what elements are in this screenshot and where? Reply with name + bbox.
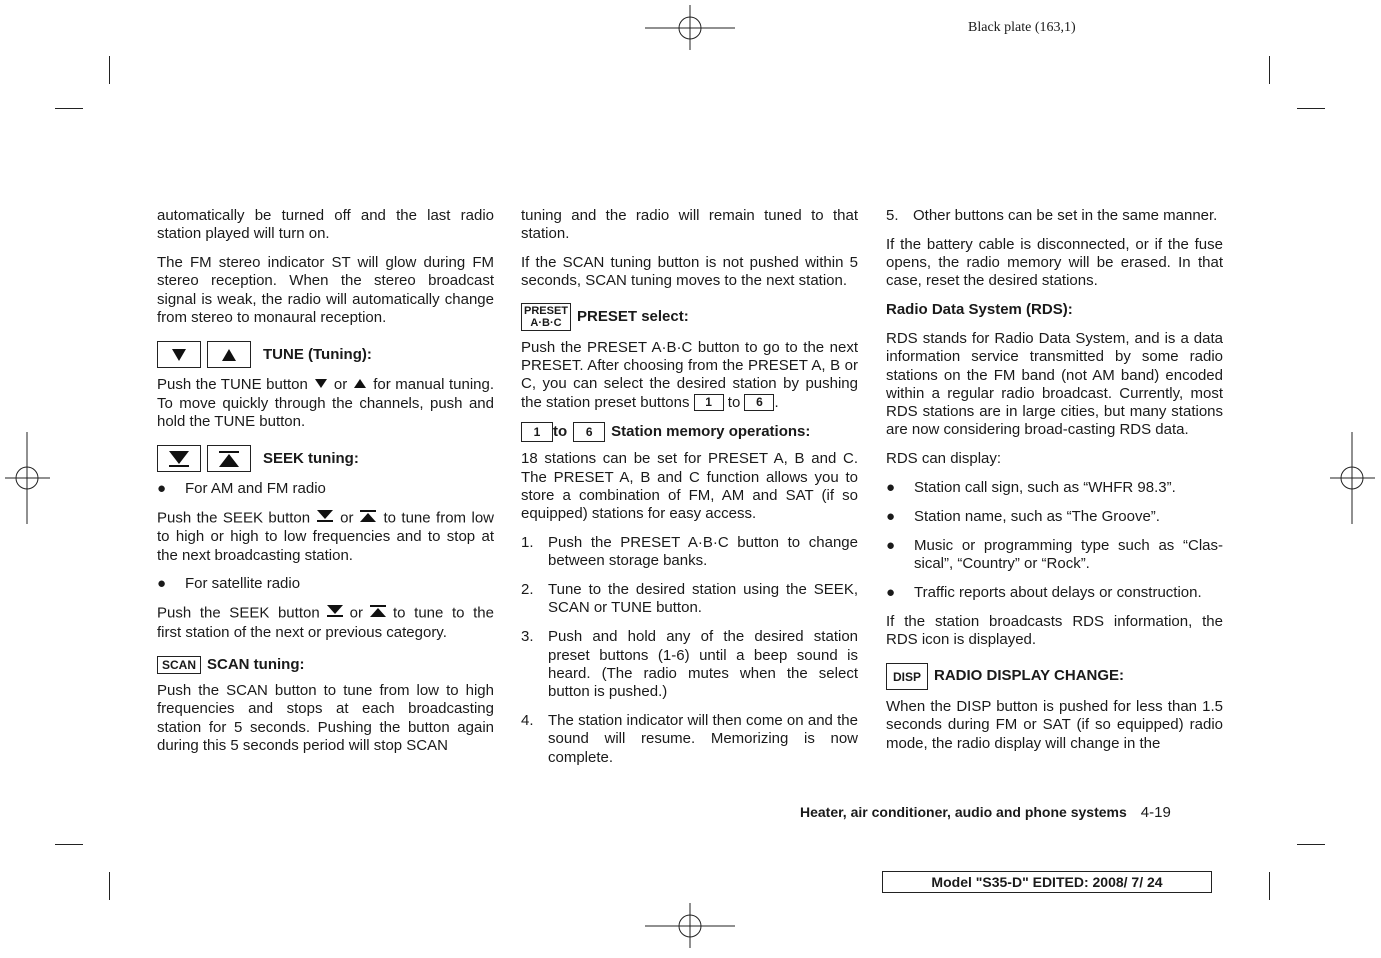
bullet-item: ● Station call sign, such as “WHFR 98.3”.	[886, 479, 1176, 497]
crop-mark	[1269, 872, 1270, 900]
seek-down-icon	[316, 509, 334, 528]
seek-am-paragraph: Push the SEEK button or to tune from low to high or high to low frequencies and to stop at the next broadcasting station.	[157, 509, 494, 564]
plate-label: Black plate (163,1)	[968, 20, 1076, 35]
seek-up-icon	[369, 604, 387, 623]
seek-up-button-icon	[207, 445, 251, 472]
model-stamp: Model "S35-D" EDITED: 2008/ 7/ 24	[882, 871, 1212, 893]
list-item: 3. Push and hold any of the desired station preset buttons (1-6) until a beep sound is heard. (The radio mutes when the select button is pushed.)	[521, 628, 858, 701]
preset-paragraph: Push the PRESET A·B·C button to go to the next PRESET. After choosing from the PRESET A, B or C, you can select the desired station by pushing the station preset buttons 1 to 6 .	[521, 338, 858, 411]
crop-mark	[109, 872, 110, 900]
page-footer	[800, 804, 1171, 821]
preset-button-6-icon: 6	[744, 394, 774, 411]
disp-heading-row	[886, 663, 1223, 690]
scan-heading-row	[157, 656, 494, 674]
registration-mark-right	[1325, 432, 1380, 524]
tune-heading-row	[157, 341, 494, 368]
tune-down-button-icon	[157, 341, 201, 368]
tune-down-icon	[314, 376, 328, 394]
list-item: 4. The station indicator will then come on and the sound will resume. Memorizing is now complete.	[521, 711, 858, 766]
memory-paragraph: 18 stations can be set for PRESET A, B and C. The PRESET A, B and C function allows you to store a combination of FM, AM and SAT (if so equipped) stations for easy access.	[521, 450, 858, 523]
crop-mark	[55, 108, 83, 109]
section-title: Heater, air conditioner, audio and phone systems	[800, 804, 1127, 820]
memory-button-1-icon: 1	[521, 422, 553, 442]
page-number: 4-19	[1140, 804, 1171, 821]
paragraph: automatically be turned off and the last radio station played will turn on.	[157, 207, 494, 243]
disp-button-icon: DISP	[886, 663, 928, 690]
seek-heading-row	[157, 445, 494, 472]
tune-paragraph: Push the TUNE button or for manual tuning. To move quickly through the channels, push and hold the TUNE button.	[157, 376, 494, 430]
column-2	[521, 207, 858, 777]
disp-heading: RADIO DISPLAY CHANGE:	[934, 667, 1125, 685]
scan-paragraph: Push the SCAN button to tune from low to high frequencies and stops at each broadcasting station for 5 seconds. Pushing the button again during this 5 seconds period will stop SCAN	[157, 682, 494, 755]
tune-heading: TUNE (Tuning):	[263, 345, 372, 363]
seek-up-icon	[359, 509, 377, 528]
memory-heading-row: 1 to 6 Station memory operations:	[521, 422, 858, 442]
bullet-item: ● Music or programming type such as “Clas-sical”, “Country” or “Rock”.	[886, 536, 1223, 572]
bullet-item: ● Station name, such as “The Groove”.	[886, 507, 1160, 525]
registration-mark-bottom	[645, 898, 735, 958]
crop-mark	[1297, 844, 1325, 845]
registration-mark-left	[0, 432, 55, 524]
scan-heading: SCAN tuning:	[207, 655, 305, 673]
seek-down-icon	[326, 604, 344, 623]
paragraph: If the SCAN tuning button is not pushed within 5 seconds, SCAN tuning moves to the next station.	[521, 254, 858, 290]
list-item: 1. Push the PRESET A·B·C button to change between storage banks.	[521, 534, 858, 570]
list-item: 5. Other buttons can be set in the same manner.	[886, 207, 1218, 224]
memory-heading: Station memory operations:	[611, 423, 811, 441]
rds-heading: Radio Data System (RDS):	[886, 301, 1073, 319]
bullet-item: ● Traffic reports about delays or construction.	[886, 583, 1202, 601]
preset-heading: PRESET select:	[577, 307, 689, 325]
seek-down-button-icon	[157, 445, 201, 472]
list-item: 2. Tune to the desired station using the SEEK, SCAN or TUNE button.	[521, 581, 858, 617]
preset-button-icon: PRESET A·B·C	[521, 303, 571, 331]
bullet-item: ● For satellite radio	[157, 575, 301, 593]
crop-mark	[1297, 108, 1325, 109]
tune-up-icon	[353, 376, 367, 394]
paragraph: If the battery cable is disconnected, or if the fuse opens, the radio memory will be erased. In that case, reset the desired stations.	[886, 235, 1223, 290]
seek-sat-paragraph: Push the SEEK button or to tune to the first station of the next or previous category.	[157, 604, 494, 641]
tune-up-button-icon	[207, 341, 251, 368]
registration-mark-top	[645, 0, 735, 60]
crop-mark	[55, 844, 83, 845]
preset-heading-row	[521, 303, 858, 331]
paragraph: RDS can display:	[886, 450, 1002, 468]
crop-mark	[1269, 56, 1270, 84]
bullet-item: ● For AM and FM radio	[157, 480, 326, 498]
paragraph: tuning and the radio will remain tuned to that station.	[521, 207, 858, 243]
disp-paragraph: When the DISP button is pushed for less than 1.5 seconds during FM or SAT (if so equipped) radio mode, the radio display will change in the	[886, 698, 1223, 752]
crop-mark	[109, 56, 110, 84]
memory-button-6-icon: 6	[573, 422, 605, 442]
paragraph: The FM stereo indicator ST will glow during FM stereo reception. When the stereo broadcast signal is weak, the radio will automatically change from stereo to monaural reception.	[157, 254, 494, 326]
column-3	[886, 207, 1223, 764]
seek-heading: SEEK tuning:	[263, 449, 359, 467]
column-1	[157, 207, 494, 766]
scan-button-icon: SCAN	[157, 656, 201, 674]
rds-paragraph: RDS stands for Radio Data System, and is a data information service transmitted by some radio stations on the FM band (not AM band) encoded within a regular radio broadcast. Currently, most RDS stations are in large cities, but many stations are now considering broad-casting RDS data.	[886, 329, 1223, 439]
paragraph: If the station broadcasts RDS information, the RDS icon is displayed.	[886, 612, 1223, 648]
preset-button-1-icon: 1	[694, 394, 724, 411]
